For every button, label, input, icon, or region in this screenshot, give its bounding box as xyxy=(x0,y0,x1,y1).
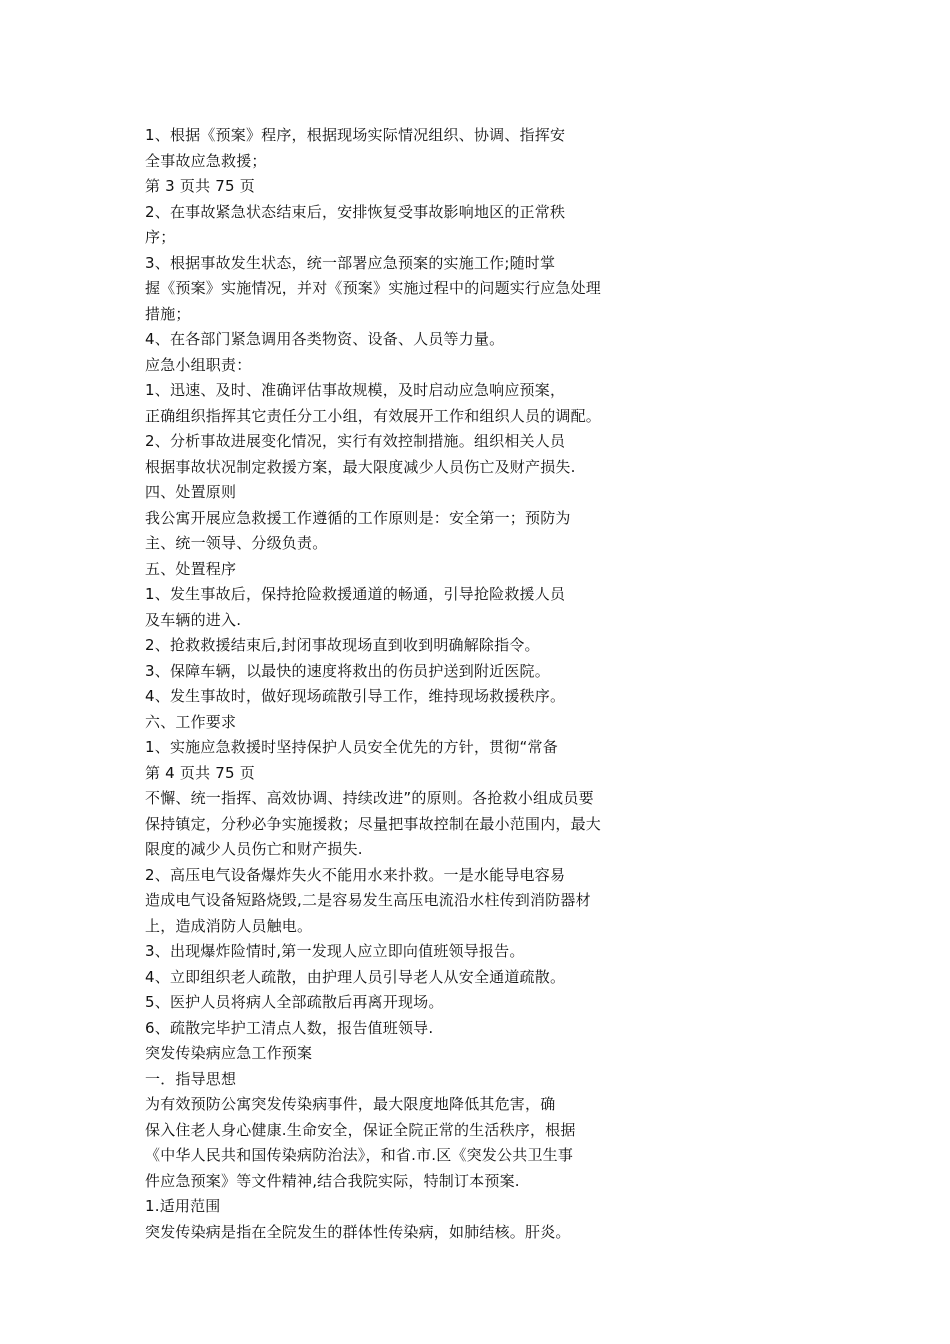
text-line: 保入住老人身心健康.生命安全，保证全院正常的生活秩序，根据 xyxy=(145,1120,576,1139)
text-line: 3、根据事故发生状态，统一部署应急预案的实施工作;随时掌 xyxy=(145,253,556,272)
text-line: 3、出现爆炸险情时,第一发现人应立即向值班领导报告。 xyxy=(145,942,525,960)
text-line: 2、分析事故进展变化情况，实行有效控制措施。组织相关人员 xyxy=(145,432,566,450)
text-line: 不懈、统一指挥、高效协调、持续改进”的原则。各抢救小组成员要 xyxy=(145,789,594,807)
text-line: 4、在各部门紧急调用各类物资、设备、人员等力量。 xyxy=(145,330,505,348)
text-line: 2、高压电气设备爆炸失火不能用水来扑救。一是水能导电容易 xyxy=(145,865,566,884)
section-heading: 一．指导思想 xyxy=(145,1069,237,1088)
section-heading: 突发传染病应急工作预案 xyxy=(145,1044,313,1062)
text-line: 序； xyxy=(145,228,176,246)
text-line: 为有效预防公寓突发传染病事件，最大限度地降低其危害，确 xyxy=(145,1095,556,1113)
page-number: 第 3 页共 75 页 xyxy=(145,177,255,195)
text-line: 突发传染病是指在全院发生的群体性传染病，如肺结核。肝炎。 xyxy=(145,1222,571,1241)
text-line: 《中华人民共和国传染病防治法》，和省.市.区《突发公共卫生事 xyxy=(145,1146,574,1164)
text-line: 1、实施应急救援时坚持保护人员安全优先的方针，贯彻“常备 xyxy=(145,738,558,756)
section-heading: 六、工作要求 xyxy=(145,712,237,731)
text-line: 造成电气设备短路烧毁,二是容易发生高压电流沿水柱传到消防器材 xyxy=(145,891,591,909)
text-line: 3、保障车辆，以最快的速度将救出的伤员护送到附近医院。 xyxy=(145,661,550,680)
text-line: 1、根据《预案》程序，根据现场实际情况组织、协调、指挥安 xyxy=(145,126,566,144)
page-number: 第 4 页共 75 页 xyxy=(145,763,255,782)
text-line: 2、抢救救援结束后,封闭事故现场直到收到明确解除指令。 xyxy=(145,636,540,654)
section-heading: 四、处置原则 xyxy=(145,483,237,501)
text-line: 6、疏散完毕护工清点人数，报告值班领导. xyxy=(145,1018,434,1037)
text-line: 上，造成消防人员触电。 xyxy=(145,916,313,935)
text-line: 2、在事故紧急状态结束后，安排恢复受事故影响地区的正常秩 xyxy=(145,202,566,221)
text-line: 及车辆的进入. xyxy=(145,610,242,629)
text-line: 主、统一领导、分级负责。 xyxy=(145,534,328,552)
section-heading: 应急小组职责： xyxy=(145,355,252,374)
text-line: 我公寓开展应急救援工作遵循的工作原则是：安全第一；预防为 xyxy=(145,508,571,527)
text-line: 件应急预案》等文件精神,结合我院实际，特制订本预案. xyxy=(145,1171,520,1190)
text-line: 4、立即组织老人疏散，由护理人员引导老人从安全通道疏散。 xyxy=(145,967,566,986)
text-line: 1、迅速、及时、准确评估事故规模，及时启动应急响应预案， xyxy=(145,381,566,399)
text-line: 根据事故状况制定救援方案，最大限度减少人员伤亡及财产损失. xyxy=(145,457,576,476)
text-line: 1、发生事故后，保持抢险救援通道的畅通，引导抢险救援人员 xyxy=(145,585,566,603)
text-line: 握《预案》实施情况，并对《预案》实施过程中的问题实行应急处理 xyxy=(145,279,602,297)
section-heading: 五、处置程序 xyxy=(145,559,237,578)
text-line: 限度的减少人员伤亡和财产损失. xyxy=(145,840,363,858)
text-line: 保持镇定，分秒必争实施援救；尽量把事故控制在最小范围内，最大 xyxy=(145,814,602,833)
text-line: 4、发生事故时，做好现场疏散引导工作，维持现场救援秩序。 xyxy=(145,687,566,705)
text-line: 全事故应急救援； xyxy=(145,151,267,170)
section-heading: 1.适用范围 xyxy=(145,1197,221,1215)
text-line: 5、医护人员将病人全部疏散后再离开现场。 xyxy=(145,993,444,1011)
text-line: 正确组织指挥其它责任分工小组，有效展开工作和组织人员的调配。 xyxy=(145,406,602,425)
text-line: 措施； xyxy=(145,304,191,323)
document-body xyxy=(145,123,665,1245)
